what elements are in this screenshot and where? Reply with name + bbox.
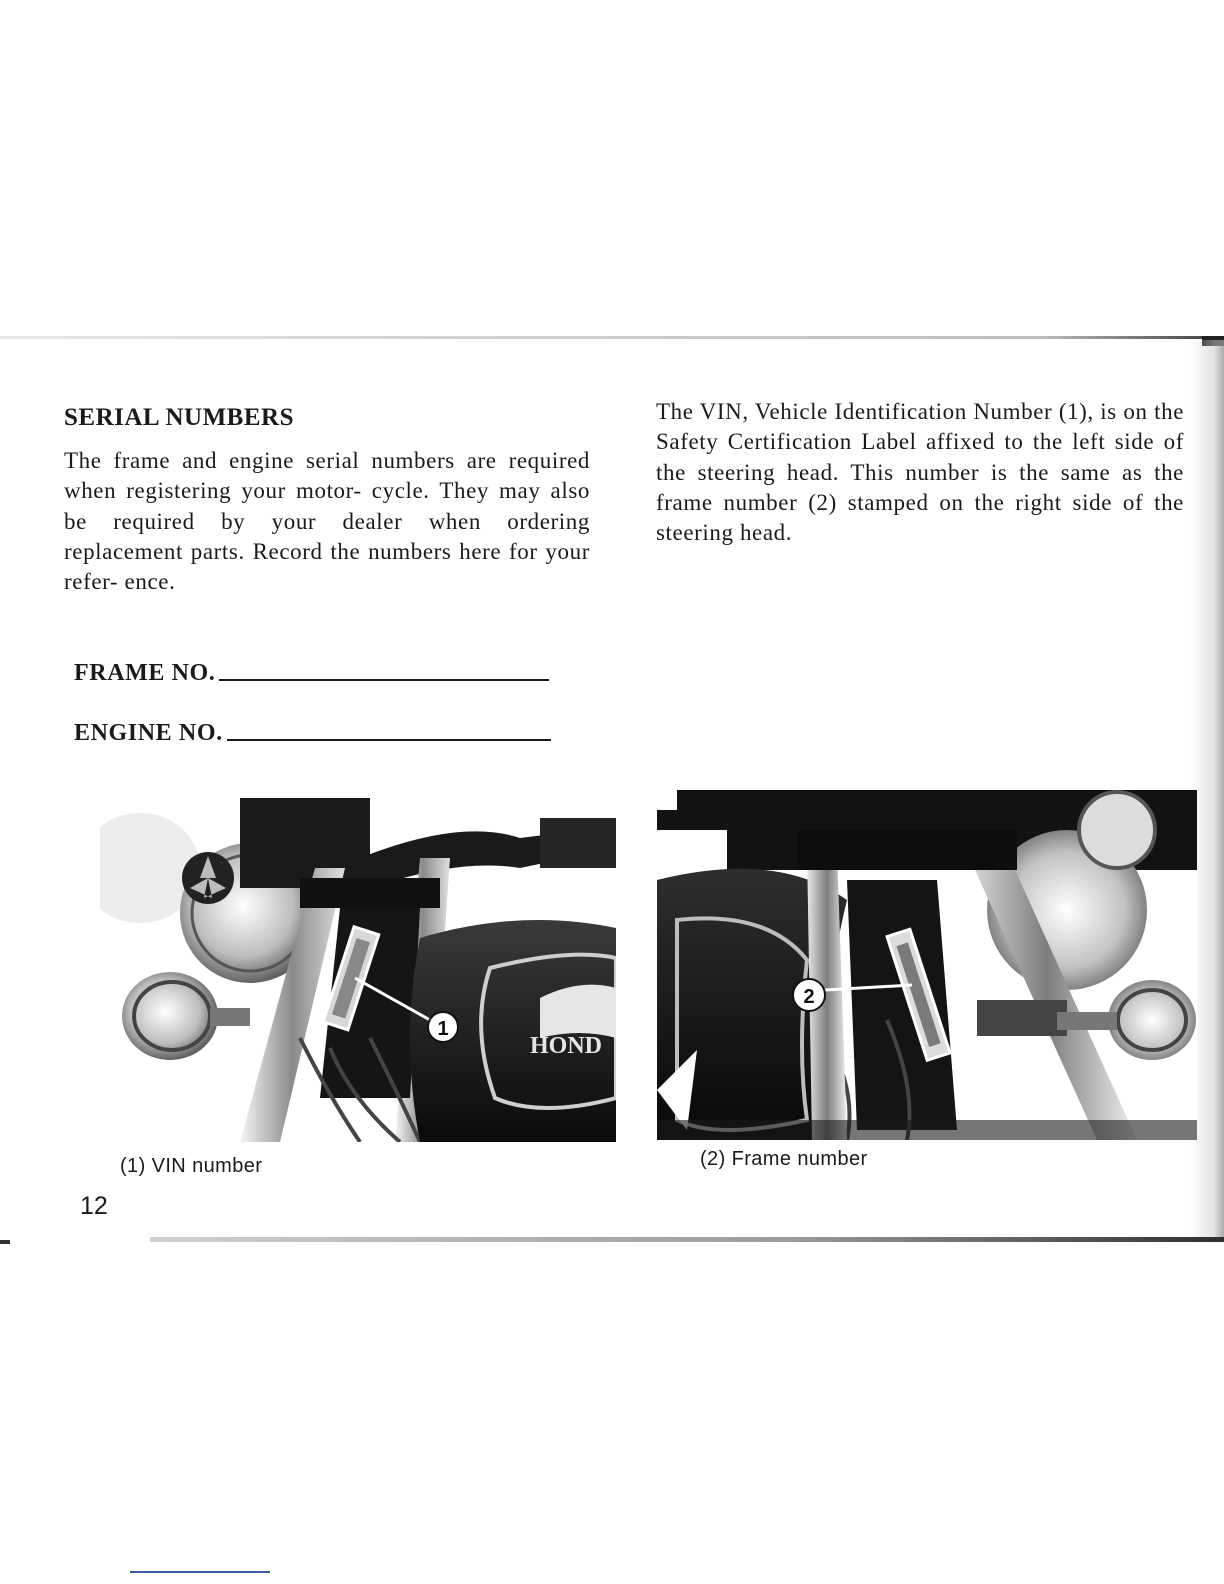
frame-number-label: FRAME NO.: [74, 660, 216, 686]
intro-paragraph: The frame and engine serial numbers are required when registering your motor- cycle. They may also be required by your dealer when ordering replacement parts. Record the numbers here for your refer- ence.: [64, 448, 590, 595]
vin-paragraph: The VIN, Vehicle Identification Number (1), is on the Safety Certification Label affixed to the left side of the steering head. This number is the same as the frame number (2) stamped on the right side of the steering head.: [656, 399, 1184, 546]
scan-bottom-edge: [150, 1237, 1224, 1242]
callout-number-2: 2: [803, 986, 815, 1008]
frame-number-blank-line: [219, 678, 549, 681]
callout-number-1: 1: [437, 1018, 449, 1040]
frame-photo-caption: (2) Frame number: [700, 1148, 868, 1170]
engine-number-label: ENGINE NO.: [74, 720, 223, 746]
frame-number-location-photo: [657, 790, 1197, 1140]
vin-location-photo: [100, 798, 616, 1142]
tank-brand-text: HOND: [530, 1033, 602, 1059]
scan-top-edge: [0, 336, 1224, 339]
stray-underline: [130, 1571, 270, 1573]
engine-number-blank-line: [227, 738, 551, 741]
engine-number-field: [74, 720, 551, 747]
page-number: 12: [80, 1192, 108, 1220]
frame-number-field: [74, 660, 549, 687]
section-heading: SERIAL NUMBERS: [64, 404, 294, 431]
vin-photo-caption: (1) VIN number: [120, 1155, 263, 1177]
scan-bottom-mark: [0, 1240, 10, 1244]
